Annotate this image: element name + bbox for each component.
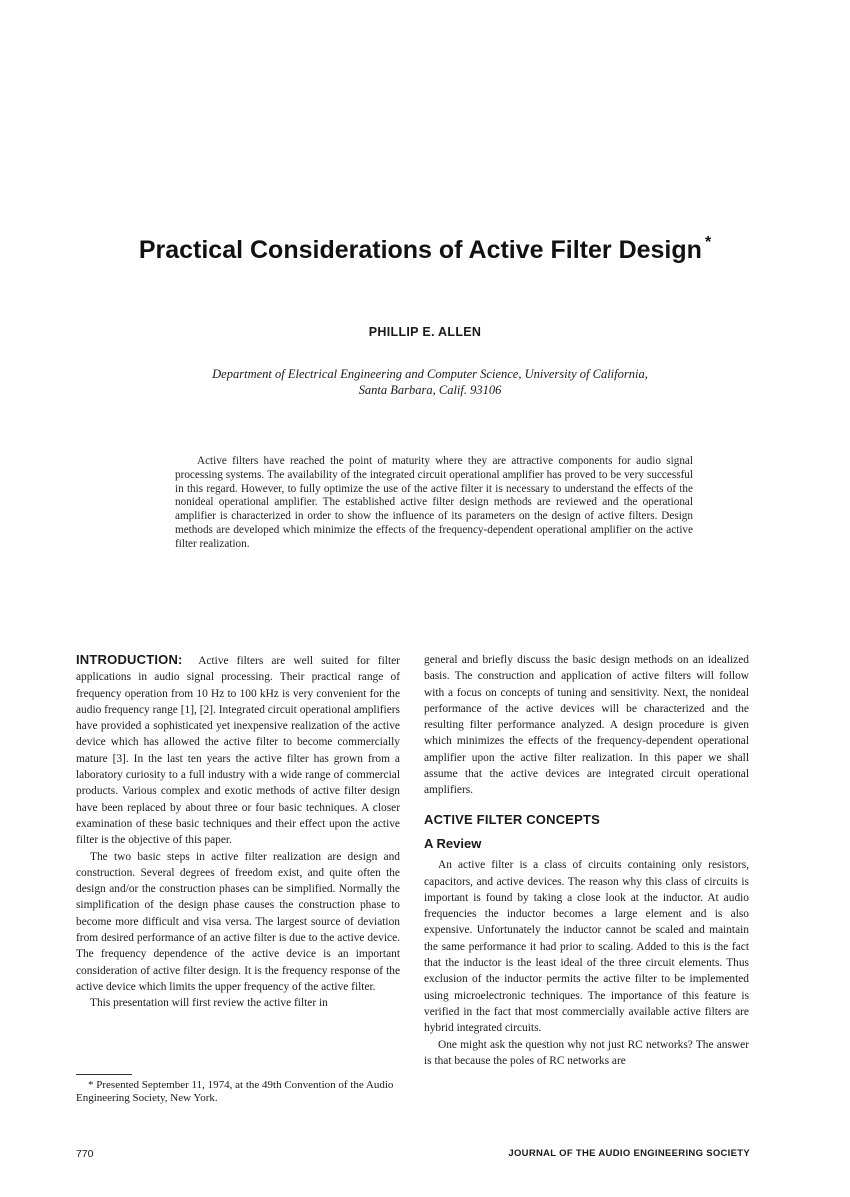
intro-heading: INTRODUCTION:: [76, 652, 183, 667]
paper-title: [0, 236, 850, 265]
paper-title-text: Practical Considerations of Active Filter Design: [138, 236, 702, 264]
intro-paragraph-1-text: Active filters are well suited for filter applications in audio signal processing. Their practical range of frequency operation from 10 Hz to 100 kHz is very convenient for the audio frequency range [1], [2]. Integrated circuit operational amplifiers have provided a sophisticated yet inexpensive realization of the active device which has allowed the active filter to become commercially mature [3]. In the last ten years the active filter has grown from a laboratory curiosity to a full industry with a wide range of commercial products. Various complex and exotic methods of active filter design have been replaced by about three or four basic techniques. A closer examination of these basic techniques and their effect upon the active filter is the objective of this paper.: [76, 655, 400, 847]
affiliation-line-2: Santa Barbara, Calif. 93106: [358, 383, 502, 397]
footnote-rule: [76, 1074, 132, 1075]
title-footnote-mark: *: [704, 234, 712, 251]
affiliation-line-1: Department of Electrical Engineering and Computer Science, University of California,: [212, 367, 648, 381]
intro-paragraph-2: The two basic steps in active filter realization are design and construction. Several degrees of freedom exist, and quite often the design and/or the construction phases can be simplified. Normally the simplification of the design phase causes the construction phase to become more difficult and visa versa. The largest source of deviation from desired performance of an active filter is due to the active device. The frequency dependence of the active device is an important consideration of active filter design. It is the frequency response of the active device which limits the upper frequency of the active filter.: [76, 850, 400, 993]
abstract: [175, 455, 693, 552]
journal-name: JOURNAL OF THE AUDIO ENGINEERING SOCIETY: [508, 1148, 750, 1159]
author-name: PHILLIP E. ALLEN: [368, 325, 482, 339]
intro-paragraph-3: This presentation will first review the active filter in: [90, 997, 328, 1010]
page-number: 770: [76, 1148, 94, 1160]
right-column: [424, 652, 749, 1069]
affiliation: [150, 366, 710, 398]
subsection-heading: A Review: [424, 835, 482, 851]
footnote: [76, 1079, 406, 1105]
right-paragraph-1: general and briefly discuss the basic design methods on an idealized basis. The construction and application of active filters will follow with a focus on concepts of tuning and sensitivity. Next, the nonideal performance of the active devices will be characterized and the resulting filter performance analyzed. A design procedure is given which minimizes the effects of the frequency-dependent operational amplifier upon the active filter realization. In this paper we shall assume that the active devices are integrated circuit operational amplifiers.: [424, 654, 749, 797]
section-heading: ACTIVE FILTER CONCEPTS: [424, 811, 601, 827]
review-paragraph-1: An active filter is a class of circuits containing only resistors, capacitors, and active devices. The reason why this class of circuits is important is found by taking a close look at the inductor. At audio frequencies the inductor becomes a large element and is also expensive. Unfortunately the inductor cannot be scaled and maintain the same performance it had prior to scaling. Added to this is the fact that the inductor is the least ideal of the three circuit elements. Thus exclusion of the inductor permits the active filter to be implemented using microelectronic techniques. The importance of this feature is verified in the fact that most commercially available active filters are hybrid integrated circuits.: [424, 859, 749, 1035]
intro-paragraph-1: [76, 652, 400, 849]
left-column: [76, 652, 400, 1012]
abstract-text: Active filters have reached the point of maturity where they are attractive components for audio signal processing systems. The availability of the integrated circuit operational amplifier has proved to be very successful in this regard. However, to fully optimize the use of the active filter it is necessary to understand the effects of the nonideal operational amplifier. The established active filter design methods are reviewed and the operational amplifier is characterized in order to show the influence of its parameters on the design of active filters. Design methods are developed which minimize the effects of the frequency-dependent operational amplifier on the active filter realization.: [175, 455, 693, 550]
review-paragraph-2: One might ask the question why not just RC networks? The answer is that because the poles of RC networks are: [424, 1038, 749, 1067]
footnote-text: * Presented September 11, 1974, at the 49th Convention of the Audio Engineering Society, New York.: [76, 1079, 394, 1104]
